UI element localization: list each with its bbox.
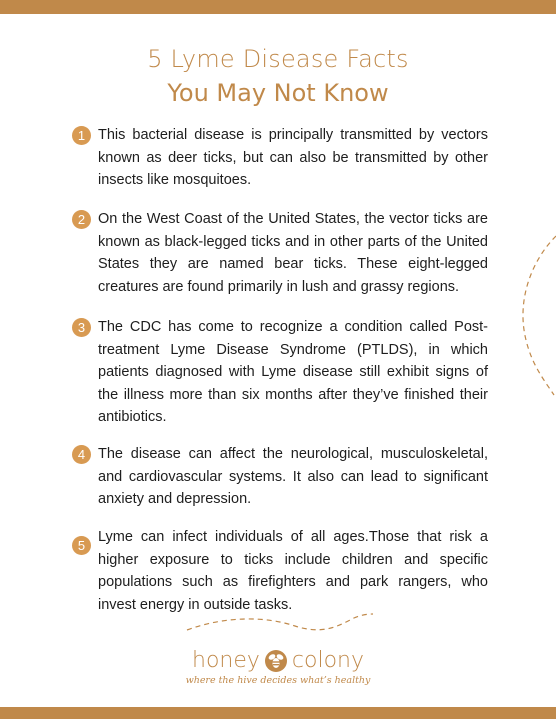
fact-text: The CDC has come to recognize a condition called Post-treatment Lyme Disease Syndrome (PTLDS), in which patients diagnosed with Lyme disease still exhibit signs of the illness more than six months after they’ve finished their antibiotics. <box>98 319 488 426</box>
fact-text: This bacterial disease is principally transmitted by vectors known as deer ticks, but can also be transmitted by other insects like mosquitoes. <box>98 127 488 189</box>
fact-text: Lyme can infect individuals of all ages.Those that risk a higher exposure to ticks include children and specific populations such as firefighters and park rangers, who invest energy in outside tasks. <box>98 529 488 613</box>
logo-tagline: where the hive decides what’s healthy <box>185 675 371 686</box>
fact-number-badge: 5 <box>72 536 91 555</box>
logo-word-colony: colony <box>291 648 364 673</box>
fact-number-badge: 4 <box>72 445 91 464</box>
bottom-bar <box>0 707 556 719</box>
bee-icon <box>264 649 288 673</box>
logo-word-honey: honey <box>192 648 260 673</box>
title-line-1: 5 Lyme Disease Facts <box>147 45 409 73</box>
dashed-arc-decoration <box>514 230 556 400</box>
page-title <box>0 44 556 110</box>
dashed-flight-path-decoration <box>185 608 375 638</box>
fact-text: On the West Coast of the United States, the vector ticks are known as black-legged ticks and in other parts of the United States they are named bear ticks. These eight-legged creatures are found primarily in lush and grassy regions. <box>98 211 488 295</box>
title-line-2: You May Not Know <box>167 79 389 107</box>
fact-number-badge: 2 <box>72 210 91 229</box>
top-bar <box>0 0 556 14</box>
fact-number-badge: 3 <box>72 318 91 337</box>
fact-text: The disease can affect the neurological, musculoskeletal, and cardiovascular systems. It also can lead to significant anxiety and depression. <box>98 446 488 508</box>
honey-colony-logo <box>0 648 556 686</box>
fact-number-badge: 1 <box>72 126 91 145</box>
